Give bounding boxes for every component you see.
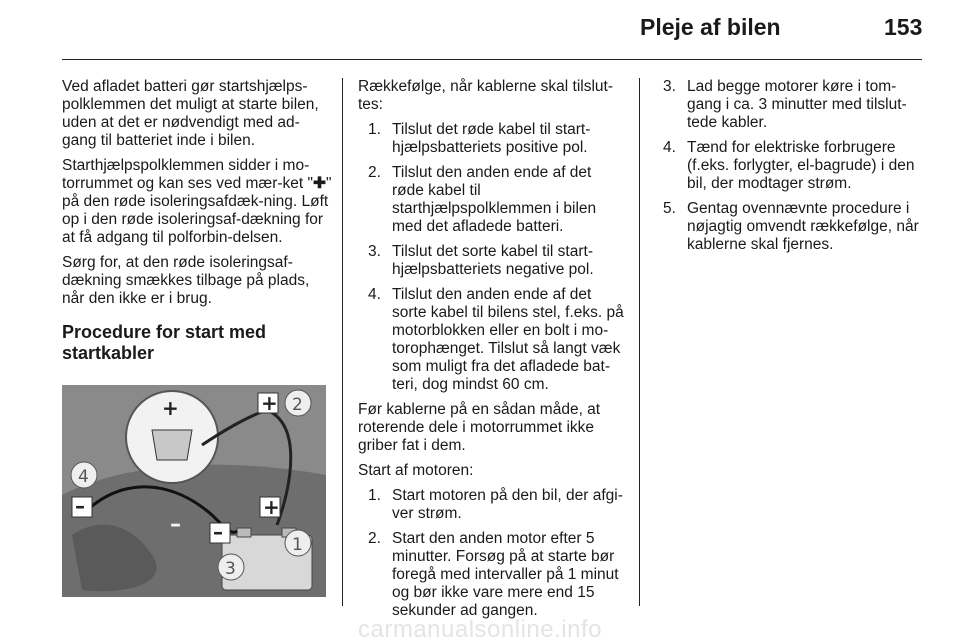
minus-sign: – [75, 494, 85, 518]
list-item [368, 487, 626, 523]
list-item [368, 121, 626, 157]
plus-sign: + [263, 495, 280, 519]
header-divider [62, 59, 922, 60]
paragraph-isolering: Sørg for, at den røde isoleringsaf-dækning smækkes tilbage på plads, når den ikke er i brug. [62, 254, 310, 307]
paragraph-polklemme [62, 157, 332, 247]
callout-1-number: 1 [292, 535, 303, 555]
list-item [663, 139, 925, 193]
start-steps-list [358, 487, 626, 620]
plus-sign: + [261, 391, 278, 415]
step-text: Tilslut det røde kabel til start-hjælpsbatteriets positive pol. [392, 121, 591, 156]
step-text: Start motoren på den bil, der afgi-ver strøm. [392, 487, 623, 522]
step-text: Start den anden motor efter 5 minutter. Forsøg på at starte bør foregå med intervaller på 1 minut og bør ikke vare mere end 15 sekunder ad gangen. [392, 530, 619, 619]
plus-symbol-icon: ✚ [313, 175, 326, 192]
callout-4-number: 4 [78, 467, 89, 487]
list-item [368, 530, 626, 620]
clamp-detail-shape [152, 430, 192, 460]
list-item [663, 200, 925, 254]
battery-terminal-shape [237, 528, 251, 537]
final-steps-list [663, 78, 925, 254]
step-text: Tilslut det sorte kabel til start-hjælpsbatteriets negative pol. [392, 243, 594, 278]
connect-steps-list [358, 121, 626, 394]
step-text: Tænd for elektriske forbrugere (f.eks. forlygter, el-bagrude) i den bil, der modtager strøm. [687, 139, 915, 192]
minus-sign: – [170, 512, 181, 537]
list-item [368, 286, 626, 394]
section-heading: Procedure for start med startkabler [62, 322, 267, 363]
step-number: 1. [368, 121, 381, 138]
list-item [663, 78, 925, 132]
page-number: 153 [884, 14, 923, 40]
jump-start-illustration [62, 385, 326, 597]
callout-3-number: 3 [225, 559, 236, 579]
callout-2-number: 2 [292, 395, 303, 415]
step-text: Lad begge motorer køre i tom-gang i ca. 3 minutter med tilslut-tede kabler. [687, 78, 907, 131]
step-text: Gentag ovennævnte procedure i nøjagtig omvendt rækkefølge, når kablerne skal fjernes. [687, 200, 919, 253]
minus-sign: – [213, 520, 223, 544]
step-number: 2. [368, 530, 381, 547]
step-text: Tilslut den anden ende af det sorte kabel til bilens stel, f.eks. på motorblokken eller en bolt i mo-torophænget. Tilslut så langt væk som muligt fra det afladede bat-teri, dog mindst 60 cm. [392, 286, 624, 393]
step-number: 2. [368, 164, 381, 181]
page-title: Pleje af bilen [640, 14, 781, 40]
paragraph-polklemme-after: " på den røde isoleringsafdæk-ning. Løft op i den røde isoleringsaf-dækning for at få adgang til polforbin-delsen. [62, 175, 332, 246]
paragraph-start-engine: Start af motoren: [358, 462, 474, 479]
column-divider [342, 78, 343, 606]
column-middle [358, 78, 626, 627]
step-number: 1. [368, 487, 381, 504]
jump-start-diagram [62, 385, 326, 597]
paragraph-intro: Ved afladet batteri gør startshjælps-polklemmen det muligt at starte bilen, uden at det er nødvendigt med ad-gang til batteriet inde i bilen. [62, 78, 319, 149]
paragraph-order-intro: Rækkefølge, når kablerne skal tilslut-tes: [358, 78, 613, 113]
step-text: Tilslut den anden ende af det røde kabel til starthjælpspolklemmen i bilen med det afladede batteri. [392, 164, 597, 235]
step-number: 4. [368, 286, 381, 303]
paragraph-cable-routing: Før kablerne på en sådan måde, at roterende dele i motorrummet ikke griber fat i dem. [358, 401, 601, 454]
column-left [62, 78, 332, 374]
step-number: 5. [663, 200, 676, 217]
column-right [663, 78, 925, 261]
list-item [368, 164, 626, 236]
column-divider [639, 78, 640, 606]
step-number: 3. [368, 243, 381, 260]
watermark: carmanualsonline.info [358, 616, 602, 643]
paragraph-polklemme-before: Starthjælpspolklemmen sidder i mo-torrummet og kan ses ved mær-ket " [62, 157, 313, 192]
step-number: 4. [663, 139, 676, 156]
list-item [368, 243, 626, 279]
plus-sign: + [162, 396, 179, 420]
step-number: 3. [663, 78, 676, 95]
